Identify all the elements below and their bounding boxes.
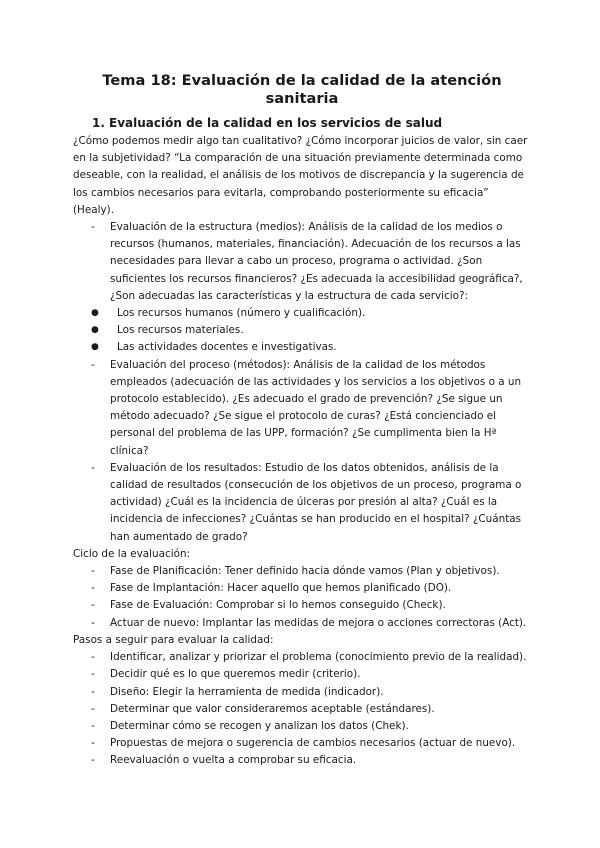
sublist-item [73,305,531,322]
list-item-text: Actuar de nuevo: Implantar las medidas de mejora o acciones correctoras (Act). [110,616,527,629]
list-item-text: Identificar, analizar y priorizar el problema (conocimiento previo de la realidad). [110,651,527,664]
list-item [73,597,531,614]
list-item [73,752,531,769]
structure-sublist [73,305,531,357]
list-item-text: Determinar que valor consideraremos aceptable (estándares). [110,702,435,715]
sublist-item [73,322,531,339]
sublist-item [73,339,531,356]
list-item [73,563,531,580]
list-item-structure [73,219,531,357]
dash-marker: - [91,651,95,664]
list-item-results [73,460,531,546]
bullet-marker: ● [91,325,99,336]
sublist-item-text: Las actividades docentes e investigativas. [117,341,337,354]
document-page [73,72,531,770]
list-item-text: Fase de Evaluación: Comprobar si lo hemos conseguido (Check). [110,599,446,612]
dash-marker: - [91,582,95,595]
list-item-text: Decidir qué es lo que queremos medir (criterio). [110,668,361,681]
list-item-text: Evaluación de los resultados: Estudio de los datos obtenidos, análisis de la calidad de resultados (consecución de los objetivos de un proceso, programa o actividad) ¿Cuál es la incidencia de úlceras por presión al alta? ¿Cuál es la incidencia de infecciones? ¿Cuántas se han producido en el hospital? ¿Cuántas han aumentado de grado? [110,461,522,543]
dash-marker: - [91,616,95,629]
list-item-process [73,357,531,460]
steps-heading: Pasos a seguir para evaluar la calidad: [73,633,274,646]
cycle-list [73,563,531,632]
dash-marker: - [91,599,95,612]
list-item-text: Diseño: Elegir la herramienta de medida (indicador). [110,685,384,698]
list-item [73,701,531,718]
dash-marker: - [91,565,95,578]
bullet-marker: ● [91,308,99,319]
list-item [73,718,531,735]
page-title: Tema 18: Evaluación de la calidad de la atención sanitaria [102,72,502,107]
dash-marker: - [91,461,95,474]
list-item-text: Fase de Implantación: Hacer aquello que hemos planificado (DO). [110,582,452,595]
steps-list [73,649,531,769]
list-item-text: Fase de Planificación: Tener definido hacia dónde vamos (Plan y objetivos). [110,565,500,578]
list-item-text: Evaluación del proceso (métodos): Análisis de la calidad de los métodos empleados (adecuación de las actividades y los servicios a los objetivos o a un protocolo establecido). ¿Es adecuado el grado de prevención? ¿Se sigue un método adecuado? ¿Se sigue el protocolo de curas? ¿Está concienciado el personal del problema de las UPP, formación? ¿Se cumplimenta bien la Hª clínica? [110,358,522,457]
dash-marker: - [91,702,95,715]
dash-marker: - [91,685,95,698]
list-item-text: Propuestas de mejora o sugerencia de cambios necesarios (actuar de nuevo). [110,737,516,750]
cycle-heading: Ciclo de la evaluación: [73,547,191,560]
section-heading [73,115,531,131]
list-item [73,666,531,683]
intro-paragraph: ¿Cómo podemos medir algo tan cualitativo? ¿Cómo incorporar juicios de valor, sin caer en la subjetividad? “La comparación de una situación previamente determinada como deseable, con la realidad, el análisis de los motivos de discrepancia y la sugerencia de los cambios necesarios para evitarla, comprobando posteriormente su eficacia” (Healy). [73,135,528,216]
list-item [73,735,531,752]
bullet-marker: ● [91,342,99,353]
dash-marker: - [91,221,95,234]
sublist-item-text: Los recursos materiales. [117,324,244,337]
sublist-item-text: Los recursos humanos (número y cualificación). [117,307,366,320]
dash-marker: - [91,719,95,732]
evaluation-types-list [73,219,531,546]
dash-marker: - [91,358,95,371]
list-item-text: Determinar cómo se recogen y analizan los datos (Chek). [110,719,409,732]
list-item [73,615,531,632]
dash-marker: - [91,754,95,767]
list-item [73,580,531,597]
dash-marker: - [91,737,95,750]
list-item [73,684,531,701]
dash-marker: - [91,668,95,681]
list-item [73,649,531,666]
section-number: 1. [92,116,105,130]
list-item-text: Reevaluación o vuelta a comprobar su eficacia. [110,754,357,767]
list-item-text: Evaluación de la estructura (medios): Análisis de la calidad de los medios o recursos (humanos, materiales, financiación). Adecuación de los recursos a las necesidades para llevar a cabo un proceso, programa o actividad. ¿Son suficientes los recursos financieros? ¿Es adecuada la accesibilidad geográfica?, ¿Son adecuadas las características y la estructura de cada servicio?: [110,221,523,302]
section-title: Evaluación de la calidad en los servicios de salud [109,116,443,130]
